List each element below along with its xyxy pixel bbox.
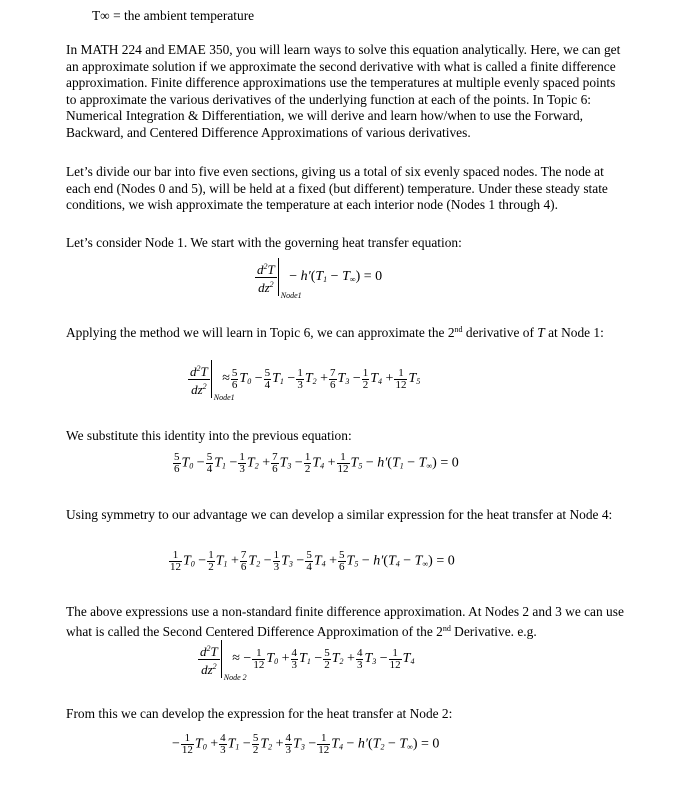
equation-governing: $\frac{d^2T}{dz^2}$ Node1 − $h'(T_1 - T_\infty) = 0$ [255,258,382,296]
node1-subscript-label: Node1 [280,291,302,300]
node2-subscript-label: Node 2 [223,673,247,682]
equation-node1-heat-transfer: $\frac{5}{6}$ $T_0$ − $\frac{5}{4}$ $T_1$ − $\frac{1}{3}$ $T_2$ + $\frac{7}{6}$ $T_3$ − $\frac{1}{2}$ $T_4$ + $\frac{1}{12}$ $T_5 - h'(T_1 - T_\infty) = 0$ [174,451,459,475]
equation-node4-heat-transfer: $\frac{1}{12}$ $T_0$ − $\frac{1}{2}$ $T_1$ + $\frac{7}{6}$ $T_2$ − $\frac{1}{3}$ $T_3$ − $\frac{5}{4}$ $T_4$ + $\frac{5}{6}$ $T_5 - h'(T_4 - T_\infty) = 0$ [170,549,455,573]
paragraph-symmetry-node4: Using symmetry to our advantage we can develop a similar expression for the heat transfer at Node 4: [66,507,613,522]
paragraph-consider-node1: Let’s consider Node 1. We start with the governing heat transfer equation: [66,235,462,250]
ambient-temperature-definition: T∞ = the ambient temperature [92,8,255,23]
paragraph-centered-difference: The above expressions use a non-standard finite difference approximation. At Nodes 2 and 3 we can use what is called the Second Centered Difference Approximation of the 2nd Derivative. e.g. [66,604,624,639]
paragraph-approximate-second-derivative: Applying the method we will learn in Topic 6, we can approximate the 2nd derivative of T at Node 1: [66,325,604,340]
equation-node2-approximation: $\frac{d^2T}{dz^2}$ Node 2 ≈ − $\frac{1}{12}$ $T_0$ + $\frac{4}{3}$ $T_1$ − $\frac{5}{2}$ $T_2$ + $\frac{4}{3}$ $T_3$ − $\frac{1}{12}$ $T_4$ [198,640,414,678]
equation-node1-approximation: $\frac{d^2T}{dz^2}$ Node1 ≈ $\frac{5}{6}$ $T_0$ − $\frac{5}{4}$ $T_1$ − $\frac{1}{3}$ $T_2$ + $\frac{7}{6}$ $T_3$ − $\frac{1}{2}$ $T_4$ + $\frac{1}{12}$ $T_5$ [188,360,420,398]
paragraph-node2-expression: From this we can develop the expression for the heat transfer at Node 2: [66,706,453,721]
paragraph-finite-difference-intro: In MATH 224 and EMAE 350, you will learn ways to solve this equation analytically. Here, we can get an approximate solution if we approximate the second derivative with what is called a finite difference approximation. Finite difference approximations use the temperatures at multiple evenly spaced points to approximate the various derivatives of the underlying function at each of the points. In Topic 6: Numerical Integration & Differentiation, we will derive and learn how/when to use the Forward, Backward, and Centered Difference Approximations of various derivatives. [66,42,621,140]
equation-node2-heat-transfer: − $\frac{1}{12}$ $T_0$ + $\frac{4}{3}$ $T_1$ − $\frac{5}{2}$ $T_2$ + $\frac{4}{3}$ $T_3$ − $\frac{1}{12}$ $T_4 - h'(T_2 - T_\infty) = 0$ [172,732,440,756]
paragraph-substitute: We substitute this identity into the previous equation: [66,428,352,443]
paragraph-nodes-division: Let’s divide our bar into five even sections, giving us a total of six evenly spaced nodes. The node at each end (Nodes 0 and 5), will be held at a fixed (but different) temperature. Under these steady state conditions, we wish approximate the temperature at each interior node (Nodes 1 through 4). [66,164,608,213]
